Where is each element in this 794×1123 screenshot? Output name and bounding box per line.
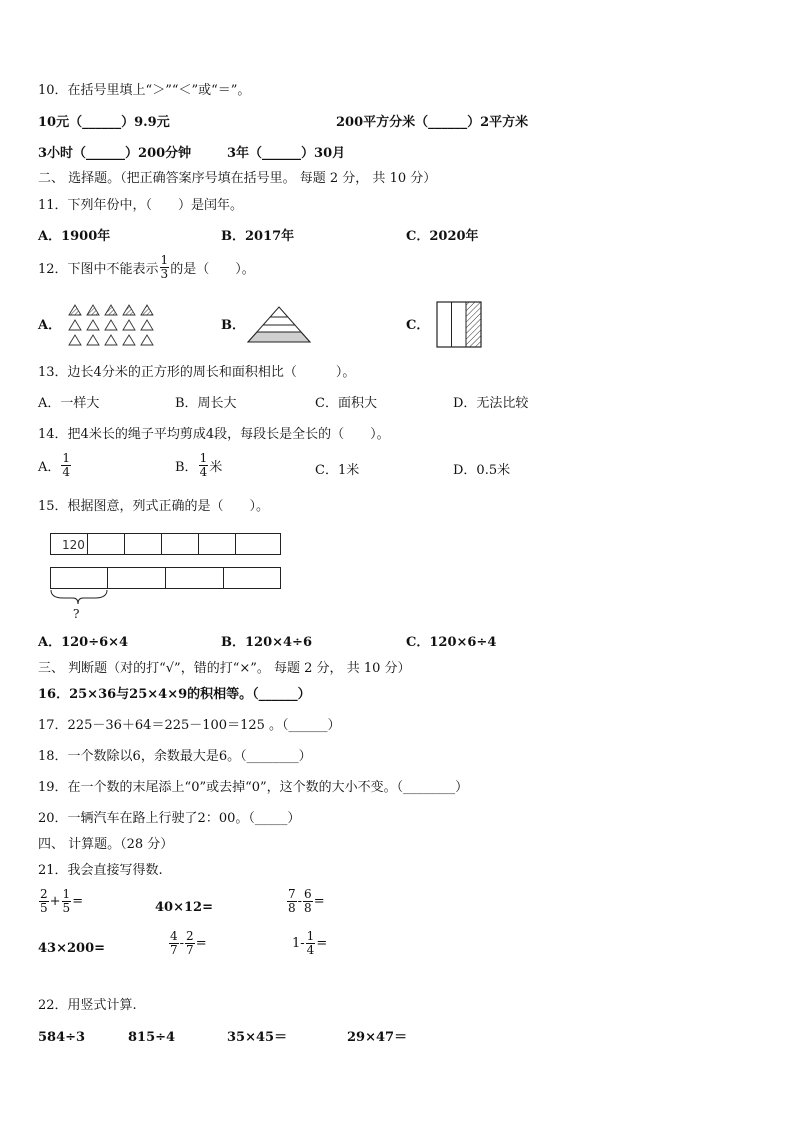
q12-triangles-figure — [66, 302, 160, 346]
q12-title-pre: 12．下图中不能表示 — [38, 262, 159, 277]
q14-option-b — [175, 452, 222, 479]
q13-option-b: B．周长大 — [175, 396, 237, 411]
q20: 20．一辆汽车在路上行驶了2：00。（_____） — [38, 811, 301, 826]
q18: 18．一个数除以6，余数最大是6。（________） — [38, 749, 312, 764]
q15-box-value: 120 — [62, 538, 85, 552]
q21-e3-op: - — [297, 894, 303, 909]
q15-option-b: B．120×4÷6 — [221, 635, 313, 650]
q21-e1-eq: = — [72, 894, 84, 909]
q21-expr-5 — [168, 930, 207, 957]
q10-title: 10．在括号里填上“＞”“＜”或“＝”。 — [38, 83, 251, 98]
q12-title-post: 的是（ ）。 — [170, 262, 255, 277]
q21-e5-frac-2 — [185, 930, 195, 957]
q13-option-a: A．一样大 — [38, 396, 100, 411]
q21-e5-frac-1 — [169, 930, 179, 957]
q15-bottom-bar — [51, 568, 281, 589]
q21-e3-d2: 8 — [304, 901, 312, 915]
q13-title: 13．边长4分米的正方形的周长和面积相比（ ）。 — [38, 365, 356, 380]
q21-expr-1 — [38, 888, 83, 915]
q12-title — [38, 254, 255, 281]
q21-e1-op: + — [49, 894, 61, 909]
q14-option-a-den: 4 — [62, 465, 71, 479]
section-4-heading: 四、 计算题。（28 分） — [38, 837, 174, 852]
q12-label-b: B． — [221, 318, 245, 333]
q21-expr-6 — [292, 930, 327, 957]
q21-e1-d1: 5 — [40, 901, 48, 915]
q14-title: 14．把4米长的绳子平均剪成4段，每段长是全长的（ ）。 — [38, 427, 390, 442]
q16: 16．25×36与25×4×9的积相等。（______） — [38, 687, 311, 702]
q11-option-c: C．2020年 — [406, 229, 479, 244]
q21-title: 21．我会直接写得数. — [38, 863, 163, 878]
q14-option-c: C．1米 — [315, 463, 360, 478]
q21-e3-frac-1 — [287, 888, 297, 915]
q13-option-d: D．无法比较 — [453, 396, 529, 411]
q10-item-a: 10元（______）9.9元 — [38, 115, 170, 130]
q21-e5-d1: 7 — [170, 943, 178, 957]
q10-item-c: 3小时（______）200分钟 — [38, 146, 192, 161]
q15-question-mark: ? — [73, 607, 80, 621]
q21-e3-n1: 7 — [288, 887, 296, 901]
q21-e6-frac — [306, 930, 316, 957]
q22-title: 22．用竖式计算. — [38, 998, 137, 1013]
q12-fraction-den: 3 — [160, 267, 169, 281]
q21-e1-frac-2 — [62, 888, 72, 915]
q21-expr-4: 43×200= — [38, 941, 106, 956]
q21-e3-d1: 8 — [288, 901, 296, 915]
q21-expr-3 — [286, 888, 325, 915]
q10-item-d: 3年（______）30月 — [227, 146, 346, 161]
q14-option-a-fraction — [61, 452, 71, 479]
q12-layered-triangle-figure — [246, 304, 312, 344]
q21-e6-n: 1 — [306, 929, 315, 943]
q17: 17．225－36＋64＝225－100＝125 。（______） — [38, 718, 341, 733]
q19: 19．在一个数的末尾添上“0”或去掉“0”，这个数的大小不变。（________） — [38, 780, 469, 795]
q11-title: 11．下列年份中，（ ）是闰年。 — [38, 198, 244, 213]
q22-item-3: 35×45＝ — [227, 1030, 288, 1045]
q14-option-a-num: 1 — [62, 451, 71, 465]
q14-option-b-label: B． — [175, 460, 198, 475]
q12-shaded-rectangle-figure — [436, 301, 484, 349]
q21-expr-2: 40×12= — [155, 900, 213, 915]
q21-e5-eq: = — [195, 936, 207, 951]
q21-e6-d: 4 — [306, 943, 315, 957]
q15-option-a: A．120÷6×4 — [38, 635, 129, 650]
q21-e6-pre: 1- — [292, 936, 305, 951]
q13-option-c: C．面积大 — [315, 396, 377, 411]
q12-fraction — [160, 254, 170, 281]
q22-item-1: 584÷3 — [38, 1030, 86, 1045]
q15-option-c: C．120×6÷4 — [406, 635, 497, 650]
q15-title: 15．根据图意，列式正确的是（ ）。 — [38, 499, 270, 514]
q14-option-b-num: 1 — [199, 451, 208, 465]
q21-e5-d2: 7 — [186, 943, 194, 957]
q21-e5-op: - — [179, 936, 185, 951]
q14-option-a — [38, 452, 72, 479]
q22-item-2: 815÷4 — [128, 1030, 176, 1045]
section-2-heading: 二、 选择题。（把正确答案序号填在括号里。 每题 2 分， 共 10 分） — [38, 171, 437, 186]
q21-e3-n2: 6 — [304, 887, 312, 901]
q21-e5-n2: 2 — [186, 929, 194, 943]
q15-top-bar — [51, 534, 281, 555]
q21-e6-eq: = — [316, 936, 328, 951]
section-3-heading: 三、 判断题（对的打“√”，错的打“×”。 每题 2 分， 共 10 分） — [38, 661, 411, 676]
q21-e1-d2: 5 — [62, 901, 71, 915]
q14-option-d: D．0.5米 — [453, 463, 511, 478]
q21-e3-eq: = — [313, 894, 325, 909]
q12-label-a: A． — [38, 318, 62, 333]
q21-e1-n2: 1 — [62, 887, 71, 901]
q21-e3-frac-2 — [303, 888, 313, 915]
q14-option-a-label: A． — [38, 460, 61, 475]
q10-item-b: 200平方分米（______）2平方米 — [336, 115, 529, 130]
q12-label-c: C． — [406, 318, 430, 333]
q21-e5-n1: 4 — [170, 929, 178, 943]
q11-option-a: A．1900年 — [38, 229, 111, 244]
q11-option-b: B．2017年 — [221, 229, 295, 244]
q14-option-b-den: 4 — [199, 465, 208, 479]
q21-e1-n1: 2 — [40, 887, 48, 901]
q21-e1-frac-1 — [39, 888, 49, 915]
q14-option-b-unit: 米 — [209, 460, 223, 475]
q22-item-4: 29×47＝ — [347, 1030, 408, 1045]
q14-option-b-fraction — [199, 452, 209, 479]
q12-fraction-num: 1 — [160, 253, 169, 267]
